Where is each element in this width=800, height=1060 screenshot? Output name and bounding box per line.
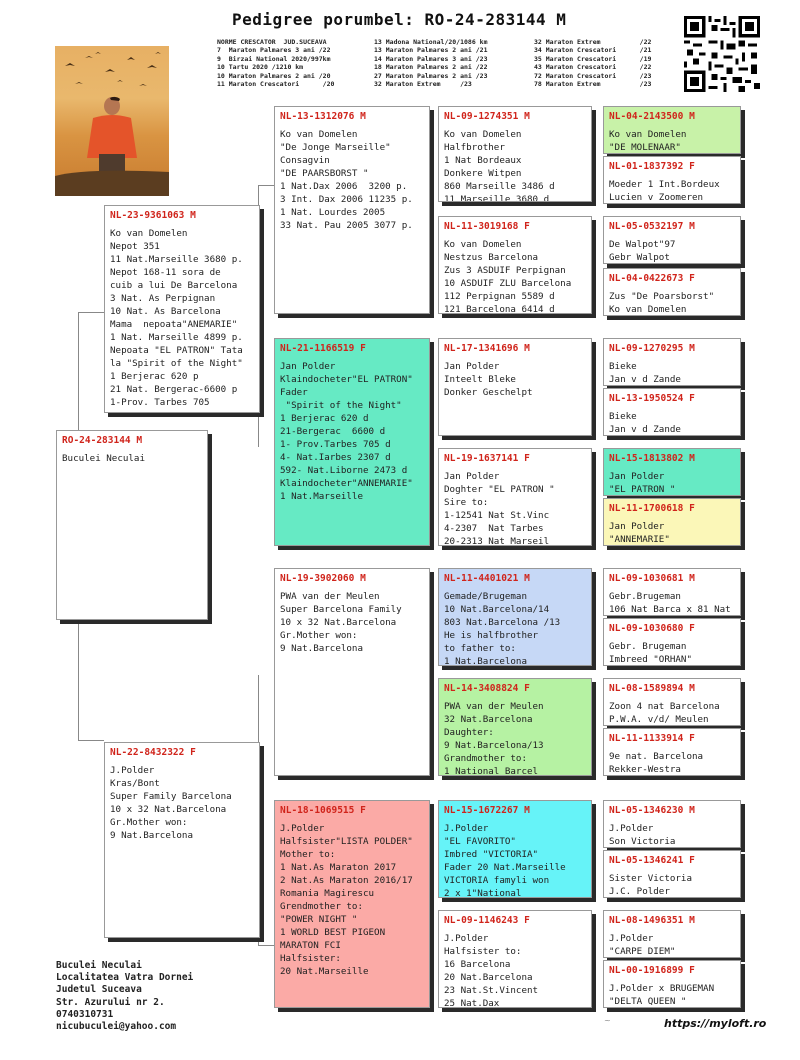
detail-line: Halfsister"LISTA POLDER" bbox=[280, 836, 413, 847]
detail-line: Gr.Mother won: bbox=[280, 630, 358, 641]
result-line: 11 Maraton Crescatori /20 bbox=[217, 80, 335, 89]
result-line: 10 Maraton Palmares 2 ani /20 bbox=[217, 71, 331, 80]
great-grandparent-card[interactable] bbox=[438, 338, 592, 436]
detail-line: 1-Prov. Tarbes 705 bbox=[110, 397, 210, 408]
granddam-card[interactable] bbox=[274, 800, 430, 1008]
card-details bbox=[604, 516, 740, 546]
detail-line: 10 Nat. As Barcelona bbox=[110, 306, 221, 317]
detail-line: Zus 3 ASDUIF Perpignan bbox=[444, 265, 566, 276]
detail-line: 1 Nat.Dax 2006 3200 p. bbox=[280, 181, 408, 192]
ring-number: NL-01-1837392 F bbox=[609, 161, 695, 172]
result-line: 9 Birzai National 2020/997km bbox=[217, 54, 331, 63]
detail-line: 1 National Barcel bbox=[444, 766, 539, 776]
grandsire-card[interactable] bbox=[274, 106, 430, 314]
detail-line: 33 Nat. Pau 2005 3077 p. bbox=[280, 220, 413, 231]
connector-line bbox=[258, 185, 274, 186]
breeder-photo-illustration bbox=[55, 46, 169, 196]
result-line: 10 Tartu 2020 /1210 km bbox=[217, 63, 304, 72]
detail-line: 1- Prov.Tarbes 705 d bbox=[280, 439, 391, 450]
detail-line: "ANNEMARIE" bbox=[609, 534, 670, 545]
detail-line: Nepot 351 bbox=[110, 241, 160, 252]
detail-line: J.Polder bbox=[609, 933, 654, 944]
detail-line: 10 Nat.Barcelona/14 bbox=[444, 604, 550, 615]
detail-line: 11 Marseille 3680 d bbox=[444, 194, 550, 202]
connector-line bbox=[78, 312, 104, 313]
ring-number: NL-09-1030681 M bbox=[609, 573, 695, 584]
detail-line: "DELTA QUEEN " bbox=[609, 996, 687, 1007]
detail-line: 803 Nat.Barcelona /13 bbox=[444, 617, 561, 628]
detail-line: De Walpot"97 bbox=[609, 239, 676, 250]
detail-line: 21 Nat. Bergerac-6600 p bbox=[110, 384, 238, 395]
ring-number: NL-05-1346230 M bbox=[609, 805, 695, 816]
gen4-card[interactable] bbox=[603, 728, 741, 776]
detail-line: "CARPE DIEM" bbox=[609, 946, 676, 957]
detail-line: VICTORIA famyli won bbox=[444, 875, 550, 886]
card-details bbox=[439, 356, 591, 399]
detail-line: "Spirit of the Night" bbox=[280, 400, 402, 411]
detail-line: cuib a lui De Barcelona bbox=[110, 280, 238, 291]
card-details bbox=[439, 124, 591, 202]
detail-line: J.Polder bbox=[444, 823, 489, 834]
dam-card[interactable] bbox=[104, 742, 260, 938]
card-details bbox=[439, 696, 591, 776]
result-line: NORME CRESCATOR JUD.SUCEAVA bbox=[217, 38, 327, 46]
card-details bbox=[439, 928, 591, 1008]
ring-number: NL-21-1166519 F bbox=[280, 343, 366, 354]
detail-line: Jan Polder bbox=[609, 471, 665, 482]
detail-line: Super Family Barcelona bbox=[110, 791, 232, 802]
detail-line: 1 Nat. Lourdes 2005 bbox=[280, 207, 386, 218]
result-line: 13 Madona National/20/1086 km bbox=[374, 38, 488, 46]
ring-number: NL-11-3019168 F bbox=[444, 221, 530, 232]
detail-line: Daughter: bbox=[444, 727, 494, 738]
detail-line: 23 Nat.St.Vincent bbox=[444, 985, 539, 996]
card-details bbox=[604, 356, 740, 386]
card-details bbox=[604, 286, 740, 316]
detail-line: Fader 20 Nat.Marseille bbox=[444, 862, 566, 873]
gen4-card[interactable] bbox=[603, 268, 741, 316]
ring-number: NL-09-1030680 F bbox=[609, 623, 695, 634]
detail-line: 106 Nat Barca x 81 Nat bbox=[609, 604, 731, 615]
detail-line: Nepoata "EL PATRON" Tata bbox=[110, 345, 243, 356]
detail-line: "POWER NIGHT " bbox=[280, 914, 358, 925]
detail-line: Ko van Domelen bbox=[609, 129, 687, 140]
ring-number: RO-24-283144 M bbox=[62, 435, 143, 446]
detail-line: Imbreed "ORHAN" bbox=[609, 654, 692, 665]
detail-line: J.Polder bbox=[444, 933, 489, 944]
card-details bbox=[604, 818, 740, 848]
detail-line: Nestzus Barcelona bbox=[444, 252, 539, 263]
ring-number: NL-05-0532197 M bbox=[609, 221, 695, 232]
card-details bbox=[604, 746, 740, 776]
detail-line: 1 Berjerac 620 d bbox=[280, 413, 369, 424]
detail-line: Ko van Domelen bbox=[444, 129, 522, 140]
detail-line: 4-2307 Nat Tarbes bbox=[444, 523, 544, 534]
detail-line: 3 Nat. As Perpignan bbox=[110, 293, 216, 304]
ring-number: NL-05-1346241 F bbox=[609, 855, 695, 866]
detail-line: J.C. Polder bbox=[609, 886, 670, 897]
detail-line: 20 Nat.Marseille bbox=[280, 966, 369, 977]
result-line: 27 Maraton Palmares 2 ani /23 bbox=[374, 71, 488, 80]
detail-line: Inteelt Bleke bbox=[444, 374, 516, 385]
subject-card[interactable] bbox=[56, 430, 208, 620]
result-line: 14 Maraton Palmares 3 ani /23 bbox=[374, 54, 488, 63]
sire-card[interactable] bbox=[104, 205, 260, 413]
detail-line: 25 Nat.Dax bbox=[444, 998, 500, 1008]
detail-line: MARATON FCI bbox=[280, 940, 341, 951]
detail-line: Jan v d Zande bbox=[609, 424, 681, 435]
result-line: 7 Maraton Palmares 3 ani /22 bbox=[217, 46, 331, 55]
gen4-card[interactable] bbox=[603, 216, 741, 264]
ring-number: NL-19-3902060 M bbox=[280, 573, 366, 584]
detail-line: Son Victoria bbox=[609, 836, 676, 847]
detail-line: 20-2313 Nat Marseil bbox=[444, 536, 550, 546]
card-details bbox=[604, 586, 740, 616]
card-details bbox=[275, 356, 429, 503]
detail-line: Rekker-Westra bbox=[609, 764, 681, 775]
detail-line: J.Polder bbox=[609, 823, 654, 834]
gen4-card[interactable] bbox=[603, 498, 741, 546]
card-details bbox=[275, 124, 429, 232]
detail-line: P.W.A. v/d/ Meulen bbox=[609, 714, 709, 725]
gen4-card[interactable] bbox=[603, 618, 741, 666]
detail-line: J.Polder bbox=[280, 823, 325, 834]
detail-line: 1 Nat.As Maraton 2017 bbox=[280, 862, 397, 873]
detail-line: "DE PAARSBORST " bbox=[280, 168, 369, 179]
connector-line bbox=[78, 740, 104, 741]
detail-line: Ko van Domelen bbox=[444, 239, 522, 250]
detail-line: 860 Marseille 3486 d bbox=[444, 181, 555, 192]
gen4-card[interactable] bbox=[603, 850, 741, 898]
gen4-card[interactable] bbox=[603, 910, 741, 958]
great-grandparent-card[interactable] bbox=[438, 800, 592, 898]
ring-number: NL-08-1496351 M bbox=[609, 915, 695, 926]
ring-number: NL-11-1700618 F bbox=[609, 503, 695, 514]
card-details bbox=[439, 466, 591, 546]
great-grandparent-card[interactable] bbox=[438, 106, 592, 202]
detail-line: 1 Nat. Marseille 4899 p. bbox=[110, 332, 243, 343]
detail-line: J.Polder x BRUGEMAN bbox=[609, 983, 715, 994]
website-link[interactable]: https://myloft.ro bbox=[664, 1017, 767, 1030]
detail-line: Gebr Walpot bbox=[609, 252, 670, 263]
detail-line: Klaindocheter"EL PATRON" bbox=[280, 374, 413, 385]
detail-line: 11 Nat.Marseille 3680 p. bbox=[110, 254, 243, 265]
detail-line: Ko van Domelen bbox=[609, 304, 687, 315]
result-line: 43 Maraton Crescatori /22 bbox=[534, 63, 652, 72]
qr-code-icon bbox=[684, 16, 760, 92]
detail-line: 2 Nat.As Maraton 2016/17 bbox=[280, 875, 413, 886]
results-column-2 bbox=[374, 38, 488, 88]
detail-line: Nepot 168-11 sora de bbox=[110, 267, 221, 278]
great-grandparent-card[interactable] bbox=[438, 910, 592, 1008]
detail-line: 16 Barcelona bbox=[444, 959, 511, 970]
detail-line: Jan Polder bbox=[444, 471, 500, 482]
gen4-card[interactable] bbox=[603, 156, 741, 204]
detail-line: 3 Int. Dax 2006 11235 p. bbox=[280, 194, 413, 205]
signature-icon: ~ bbox=[604, 1016, 611, 1025]
detail-line: 1-12541 Nat St.Vinc bbox=[444, 510, 550, 521]
detail-line: Doghter "EL PATRON " bbox=[444, 484, 555, 495]
gen4-card[interactable] bbox=[603, 960, 741, 1008]
great-grandparent-card[interactable] bbox=[438, 448, 592, 546]
detail-line: PWA van der Meulen bbox=[444, 701, 544, 712]
detail-line: Gebr. Brugeman bbox=[609, 641, 687, 652]
card-details bbox=[439, 818, 591, 898]
ring-number: NL-13-1312076 M bbox=[280, 111, 366, 122]
ring-number: NL-18-1069515 F bbox=[280, 805, 366, 816]
card-details bbox=[57, 448, 207, 465]
ring-number: NL-14-3408824 F bbox=[444, 683, 530, 694]
card-details bbox=[604, 124, 740, 154]
ring-number: NL-13-1950524 F bbox=[609, 393, 695, 404]
gen4-card[interactable] bbox=[603, 568, 741, 616]
detail-line: "EL FAVORITO" bbox=[444, 836, 516, 847]
detail-line: Klaindocheter"ANNEMARIE" bbox=[280, 478, 413, 489]
detail-line: 9 Nat.Barcelona bbox=[280, 643, 363, 654]
detail-line: 20 Nat.Barcelona bbox=[444, 972, 533, 983]
ring-number: NL-04-2143500 M bbox=[609, 111, 695, 122]
great-grandparent-card[interactable] bbox=[438, 678, 592, 776]
detail-line: 1 WORLD BEST PIGEON bbox=[280, 927, 386, 938]
detail-line: Zoon 4 nat Barcelona bbox=[609, 701, 720, 712]
card-details bbox=[275, 586, 429, 655]
detail-line: Donkere Witpen bbox=[444, 168, 522, 179]
connector-line bbox=[258, 945, 274, 946]
detail-line: Str. Azurului nr 2. bbox=[56, 996, 165, 1008]
detail-line: Sister Victoria bbox=[609, 873, 692, 884]
detail-line: Jan Polder bbox=[444, 361, 500, 372]
detail-line: Super Barcelona Family bbox=[280, 604, 402, 615]
card-details bbox=[439, 234, 591, 314]
card-details bbox=[604, 466, 740, 496]
detail-line: 1 Nat.Barcelona bbox=[444, 656, 527, 666]
detail-line: Ko van Domelen bbox=[110, 228, 188, 239]
ring-number: NL-22-8432322 F bbox=[110, 747, 196, 758]
detail-line: Moeder 1 Int.Bordeux bbox=[609, 179, 720, 190]
ring-number: NL-08-1589894 M bbox=[609, 683, 695, 694]
detail-line: J.Polder bbox=[110, 765, 155, 776]
gen4-card[interactable] bbox=[603, 448, 741, 496]
detail-line: Donker Geschelpt bbox=[444, 387, 533, 398]
detail-line: Fader bbox=[280, 387, 308, 398]
detail-line: Mother to: bbox=[280, 849, 336, 860]
page-title: Pedigree porumbel: RO-24-283144 M bbox=[232, 10, 567, 29]
detail-line: "De Jonge Marseille" bbox=[280, 142, 391, 153]
detail-line: Buculei Neculai bbox=[56, 960, 142, 971]
detail-line: 10 x 32 Nat.Barcelona bbox=[110, 804, 227, 815]
detail-line: Halfsister: bbox=[280, 953, 341, 964]
breeder-contact bbox=[56, 960, 193, 1033]
detail-line: Lucien v Zoomeren bbox=[609, 192, 704, 203]
breeder-photo bbox=[55, 46, 169, 196]
card-details bbox=[604, 978, 740, 1008]
card-details bbox=[439, 586, 591, 666]
result-line: 18 Maraton Palmares 2 ani /22 bbox=[374, 63, 488, 72]
detail-line: nicubuculei@yahoo.com bbox=[56, 1021, 177, 1033]
detail-line: 1 Nat Bordeaux bbox=[444, 155, 522, 166]
detail-line: 1 Nat.Marseille bbox=[280, 491, 363, 502]
ring-number: NL-11-1133914 F bbox=[609, 733, 695, 744]
detail-line: Jan Polder bbox=[609, 521, 665, 532]
result-line: 72 Maraton Crescatori /23 bbox=[534, 71, 652, 80]
ring-number: NL-09-1146243 F bbox=[444, 915, 530, 926]
detail-line: Romania Magirescu bbox=[280, 888, 375, 899]
detail-line: la "Spirit of the Night" bbox=[110, 358, 243, 369]
detail-line: Buculei Neculai bbox=[62, 453, 145, 464]
detail-line: Gemade/Brugeman bbox=[444, 591, 527, 602]
detail-line: Grendmother to: bbox=[280, 901, 363, 912]
detail-line: Mama nepoata"ANEMARIE" bbox=[110, 319, 238, 330]
result-line: 32 Maraton Extrem /23 bbox=[374, 80, 472, 89]
ring-number: NL-15-1672267 M bbox=[444, 805, 530, 816]
detail-line: He is halfbrother bbox=[444, 630, 539, 641]
detail-line: Imbred "VICTORIA" bbox=[444, 849, 539, 860]
card-details bbox=[604, 636, 740, 666]
ring-number: NL-09-1270295 M bbox=[609, 343, 695, 354]
detail-line: 0740310731 bbox=[56, 1008, 114, 1020]
detail-line: Zus "De Poarsborst" bbox=[609, 291, 715, 302]
card-details bbox=[604, 928, 740, 958]
gen4-card[interactable] bbox=[603, 678, 741, 726]
results-column-3 bbox=[534, 38, 651, 88]
detail-line: 2 x 1"National bbox=[444, 888, 522, 898]
detail-line: Localitatea Vatra Dornei bbox=[56, 972, 194, 984]
detail-line: 592- Nat.Liborne 2473 d bbox=[280, 465, 408, 476]
ring-number: NL-00-1916899 F bbox=[609, 965, 695, 976]
detail-line: 1 Berjerac 620 p bbox=[110, 371, 199, 382]
card-details bbox=[604, 406, 740, 436]
ring-number: NL-17-1341696 M bbox=[444, 343, 530, 354]
detail-line: Bieke bbox=[609, 361, 637, 372]
result-line: 34 Maraton Crescatori /21 bbox=[534, 46, 652, 55]
gen4-card[interactable] bbox=[603, 106, 741, 154]
detail-line: 10 x 32 Nat.Barcelona bbox=[280, 617, 397, 628]
results-column-1 bbox=[217, 38, 334, 88]
ring-number: NL-04-0422673 F bbox=[609, 273, 695, 284]
detail-line: Judetul Suceava bbox=[56, 984, 142, 996]
gen4-card[interactable] bbox=[603, 338, 741, 386]
granddam-card[interactable] bbox=[274, 338, 430, 546]
great-grandparent-card[interactable] bbox=[438, 216, 592, 314]
detail-line: 9 Nat.Barcelona/13 bbox=[444, 740, 544, 751]
detail-line: "DE MOLENAAR" bbox=[609, 142, 681, 153]
detail-line: Kras/Bont bbox=[110, 778, 160, 789]
card-details bbox=[604, 868, 740, 898]
detail-line: PWA van der Meulen bbox=[280, 591, 380, 602]
result-line: 35 Maraton Crescatori /19 bbox=[534, 54, 652, 63]
result-line: 78 Maraton Extrem /23 bbox=[534, 80, 652, 89]
detail-line: Halfsister to: bbox=[444, 946, 522, 957]
detail-line: Jan Polder bbox=[280, 361, 336, 372]
detail-line: Ko van Domelen bbox=[280, 129, 358, 140]
card-details bbox=[105, 760, 259, 842]
detail-line: 112 Perpignan 5589 d bbox=[444, 291, 555, 302]
detail-line: Gebr.Brugeman bbox=[609, 591, 681, 602]
card-details bbox=[105, 223, 259, 409]
ring-number: NL-11-4401021 M bbox=[444, 573, 530, 584]
card-details bbox=[604, 234, 740, 264]
detail-line: Bieke bbox=[609, 411, 637, 422]
detail-line: Grandmother to: bbox=[444, 753, 527, 764]
detail-line: 4- Nat.Iarbes 2307 d bbox=[280, 452, 391, 463]
ring-number: NL-19-1637141 F bbox=[444, 453, 530, 464]
detail-line: Gr.Mother won: bbox=[110, 817, 188, 828]
detail-line: 121 Barcelona 6414 d bbox=[444, 304, 555, 314]
card-details bbox=[604, 174, 740, 204]
grandsire-card[interactable] bbox=[274, 568, 430, 776]
detail-line: Jan v d Zande bbox=[609, 374, 681, 385]
detail-line: to father to: bbox=[444, 643, 516, 654]
detail-line: 21-Bergerac 6600 d bbox=[280, 426, 386, 437]
detail-line: Sire to: bbox=[444, 497, 489, 508]
detail-line: "EL PATRON " bbox=[609, 484, 676, 495]
detail-line: Halfbrother bbox=[444, 142, 505, 153]
result-line: 32 Maraton Extrem /22 bbox=[534, 38, 652, 46]
card-details bbox=[275, 818, 429, 978]
gen4-card[interactable] bbox=[603, 800, 741, 848]
detail-line: 9e nat. Barcelona bbox=[609, 751, 704, 762]
ring-number: NL-23-9361063 M bbox=[110, 210, 196, 221]
gen4-card[interactable] bbox=[603, 388, 741, 436]
detail-line: 32 Nat.Barcelona bbox=[444, 714, 533, 725]
ring-number: NL-09-1274351 M bbox=[444, 111, 530, 122]
card-details bbox=[604, 696, 740, 726]
detail-line: Consagvin bbox=[280, 155, 330, 166]
detail-line: 9 Nat.Barcelona bbox=[110, 830, 193, 841]
result-line: 13 Maraton Palmares 2 ani /21 bbox=[374, 46, 488, 55]
great-grandparent-card[interactable] bbox=[438, 568, 592, 666]
ring-number: NL-15-1813802 M bbox=[609, 453, 695, 464]
detail-line: 10 ASDUIF ZLU Barcelona bbox=[444, 278, 572, 289]
